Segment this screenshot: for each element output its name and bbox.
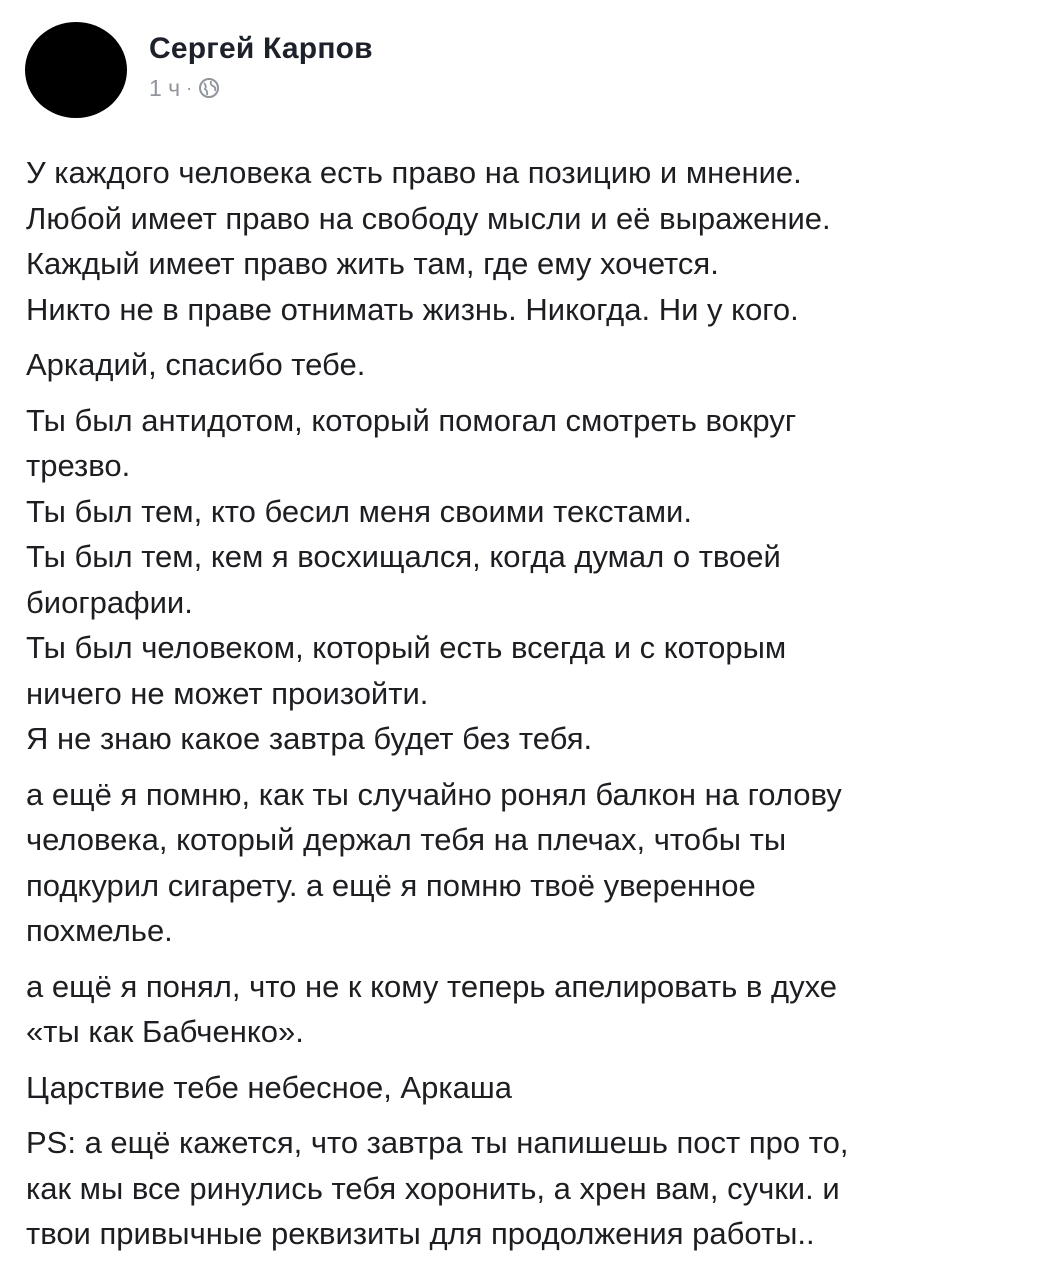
author-block — [149, 32, 373, 102]
post-paragraph — [26, 1065, 1026, 1111]
post-text-line: как мы все ринулись тебя хоронить, а хрен вам, сучки. и — [26, 1170, 840, 1206]
post-paragraph — [26, 398, 1026, 762]
post-timestamp[interactable]: 1 ч — [149, 75, 181, 101]
post-paragraph — [26, 964, 1026, 1055]
post-paragraph — [26, 1120, 1026, 1257]
post-paragraph — [26, 772, 1026, 954]
meta-separator: · — [186, 78, 193, 98]
post-text-line: Ты был человеком, который есть всегда и с которым — [26, 630, 787, 665]
post-text-line: Я не знаю какое завтра будет без тебя. — [26, 721, 593, 756]
post-text-line: Ты был тем, кем я восхищался, когда думал о твоей — [26, 539, 781, 574]
post-text-line: Ты был тем, кто бесил меня своими текстами. — [26, 493, 692, 529]
post-text-line: Аркадий, спасибо тебе. — [26, 347, 366, 382]
post-meta — [149, 74, 373, 102]
post-body — [26, 150, 1026, 1267]
post-text-line: Любой имеет право на свободу мысли и её выражение. — [26, 200, 831, 236]
post-text-line: У каждого человека есть право на позицию и мнение. — [26, 155, 802, 190]
post-text-line: твои привычные реквизиты для продолжения работы.. — [26, 1216, 815, 1251]
post-text-line: человека, который держал тебя на плечах, чтобы ты — [26, 822, 787, 857]
post-text-line: Каждый имеет право жить там, где ему хочется. — [26, 246, 719, 281]
post-paragraph — [26, 150, 1026, 332]
post-text-line: Царствие тебе небесное, Аркаша — [26, 1069, 512, 1105]
post-text-line: а ещё я помню, как ты случайно ронял балкон на голову — [26, 776, 842, 812]
post-text-line: Ты был антидотом, который помогал смотреть вокруг — [26, 402, 797, 438]
author-name[interactable]: Сергей Карпов — [149, 32, 373, 65]
avatar[interactable] — [25, 22, 127, 118]
post-header — [25, 22, 373, 118]
post-text-line: а ещё я понял, что не к кому теперь апелировать в духе — [26, 968, 837, 1004]
post-text-line: PS: а ещё кажется, что завтра ты напишешь пост про то, — [26, 1125, 849, 1160]
post-text-line: трезво. — [26, 448, 131, 483]
post-text-line: биографии. — [26, 584, 193, 620]
post-paragraph — [26, 342, 1026, 388]
post-text-line: Никто не в праве отнимать жизнь. Никогда. Ни у кого. — [26, 291, 799, 327]
post-text-line: подкурил сигарету. а ещё я помню твоё уверенное — [26, 867, 756, 903]
globe-icon[interactable] — [198, 77, 220, 99]
post-text-line: похмелье. — [26, 913, 173, 948]
post-text-line: ничего не может произойти. — [26, 675, 429, 711]
post-text-line: «ты как Бабченко». — [26, 1014, 304, 1049]
